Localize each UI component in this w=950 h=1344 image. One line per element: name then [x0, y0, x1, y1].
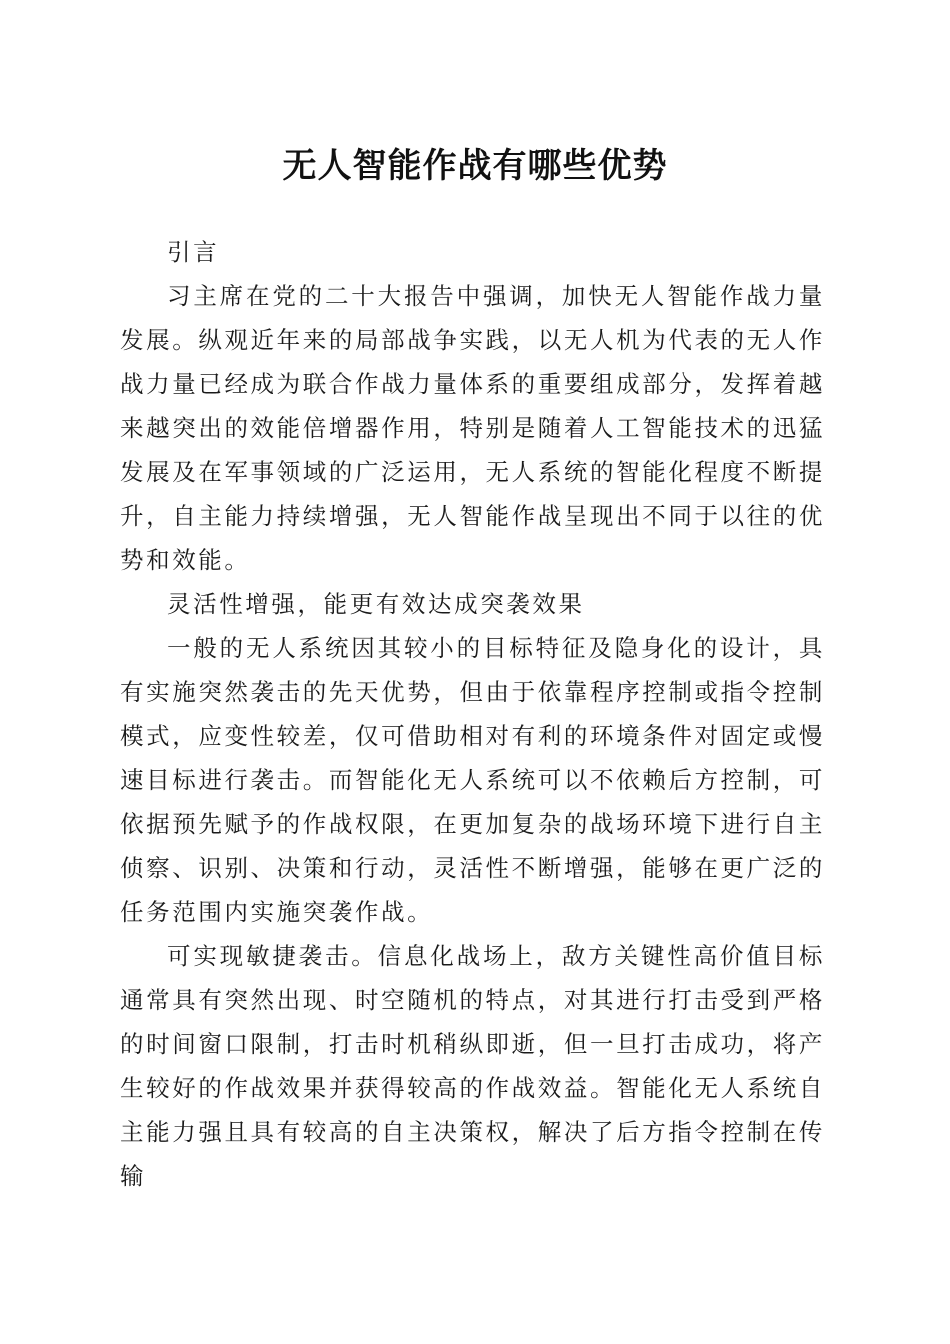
paragraph-body: 可实现敏捷袭击。信息化战场上，敌方关键性高价值目标通常具有突然出现、时空随机的特点，对其进行打击受到严格的时间窗口限制，打击时机稍纵即逝，但一旦打击成功，将产生较好的作战效果并获得较高的作战效益。智能化无人系统自主能力强且具有较高的自主决策权，解决了后方指令控制在传输	[120, 942, 825, 1190]
document-title: 无人智能作战有哪些优势	[282, 146, 668, 186]
paragraph-intro-heading: 引言	[167, 238, 220, 266]
document-body	[120, 230, 825, 1198]
paragraph-section-heading: 灵活性增强，能更有效达成突袭效果	[167, 590, 585, 618]
paragraph-intro: 习主席在党的二十大报告中强调，加快无人智能作战力量发展。纵观近年来的局部战争实践，以无人机为代表的无人作战力量已经成为联合作战力量体系的重要组成部分，发挥着越来越突出的效能倍增器作用，特别是随着人工智能技术的迅猛发展及在军事领域的广泛运用，无人系统的智能化程度不断提升，自主能力持续增强，无人智能作战呈现出不同于以往的优势和效能。	[120, 282, 825, 574]
paragraph-body: 一般的无人系统因其较小的目标特征及隐身化的设计，具有实施突然袭击的先天优势，但由于依靠程序控制或指令控制模式，应变性较差，仅可借助相对有利的环境条件对固定或慢速目标进行袭击。而智能化无人系统可以不依赖后方控制，可依据预先赋予的作战权限，在更加复杂的战场环境下进行自主侦察、识别、决策和行动，灵活性不断增强，能够在更广泛的任务范围内实施突袭作战。	[120, 634, 825, 926]
